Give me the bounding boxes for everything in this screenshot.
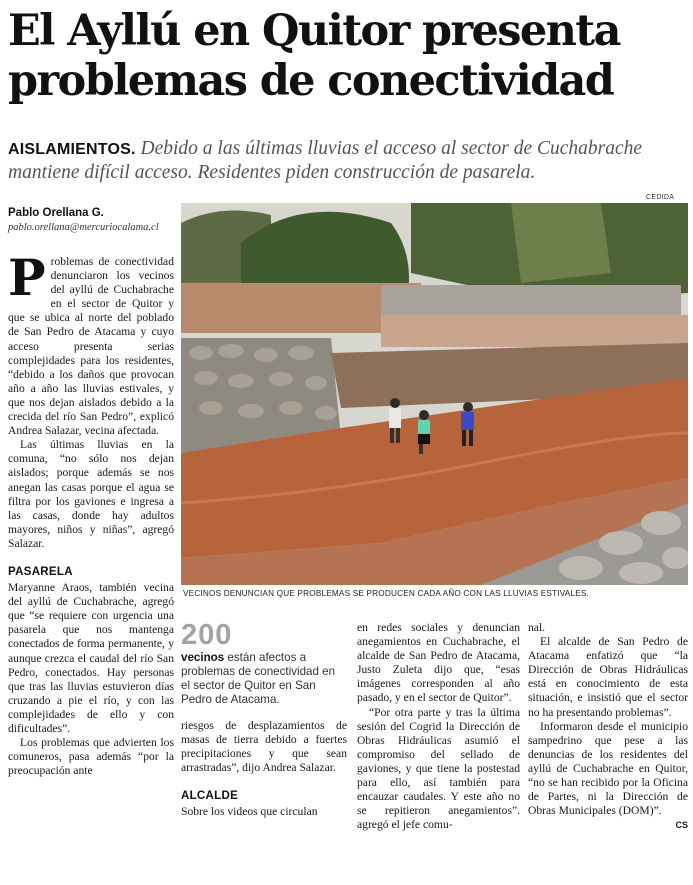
author-email[interactable]: pablo.orellana@mercuriocalama.cl — [8, 222, 159, 233]
column-3 — [357, 621, 520, 832]
paragraph: en redes sociales y denuncian anegamientos en Cuchabrache, el alcalde de San Pedro de Atacama, Justo Zuleta dijo que, “esas imágenes corresponden al año pasado, y en el sector de Quitor”. — [357, 621, 520, 705]
photo-caption: VECINOS DENUNCIAN QUE PROBLEMAS SE PRODUCEN CADA AÑO CON LAS LLUVIAS ESTIVALES. — [183, 589, 590, 598]
pull-quote-text: vecinos están afectos a problemas de conectividad en el sector de Quitor en San Pedro de Atacama. — [181, 651, 336, 706]
deck-text: Debido a las últimas lluvias el acceso al sector de Cuchabrache mantiene difícil acceso. Residentes piden construcción de pasarela. — [8, 138, 643, 183]
paragraph: riesgos de desplazamientos de masas de tierra debido a fuertes precipitaciones y que sean arrastradas”, dijo Andrea Salazar. — [181, 719, 347, 775]
paragraph: Los problemas que advierten los comuneros, pasa además “por la preocupación ante — [8, 736, 174, 778]
headline-line-1: El Ayllú en Quitor presenta — [8, 6, 620, 56]
paragraph: Problemas de conectividad denunciaron los vecinos del ayllú de Cuchabrache en el sector de Quitor y que se ubica al norte del poblado de San Pedro de Atacama y cuyo acceso presenta serias complejidades para los residentes, “debido a los daños que provocan año a año las lluvias estivales, y que nos dejan aislados debido a la crecida del río San Pedro”, explicó Andrea Salazar, vecina afectada. — [8, 248, 174, 438]
deck — [8, 137, 688, 184]
subhead-pasarela: PASARELA — [8, 565, 73, 578]
paragraph: nal. — [528, 621, 546, 634]
paragraph: Informaron desde el municipio sampedrino que pese a las denuncias de los residentes del ayllú de Cuchabrache en Quitor, “no se han recibido por la Oficina de Partes, ni la Dirección de Obras Municipales (DOM)”. — [528, 719, 688, 818]
pull-quote — [181, 620, 347, 707]
subhead-alcalde: ALCALDE — [181, 790, 239, 803]
paragraph: “Por otra parte y tras la última sesión del Cogrid la Dirección de Obras Hidráulicas asumió el compromiso del sellado de gaviones, y que tiene la postestad para ello, así también para encauzar caudales. Y este año no se repitieron anegamientos”. agregó el jefe comu- — [357, 705, 520, 832]
column-1 — [8, 248, 174, 778]
article-photo — [181, 203, 688, 585]
dropcap: P — [8, 248, 46, 307]
headline-line-2: problemas de conectividad — [8, 56, 614, 106]
author-name: Pablo Orellana G. — [8, 207, 104, 219]
paragraph: Maryanne Araos, también vecina del ayllú de Cuchabrache, agregó que “se requiere con urgencia una pasarela que nos mantenga conectados de forma permanente, y aunque crezca el caudal del río San Pedro, conectados. Hay personas que tras las lluvias estuvieron días cruzando a pie el río, y con las complejidades de ello y con dificultades”. — [8, 581, 174, 735]
paragraph: El alcalde de San Pedro de Atacama enfatizó que “la Dirección de Obras Hidráulicas está en conocimiento de esta situación, e insistió que el sector no ha presentando problemas”. — [528, 635, 688, 719]
column-4 — [528, 621, 688, 832]
photo-credit: CEDIDA — [646, 194, 675, 201]
kicker: AISLAMIENTOS. — [8, 141, 136, 158]
pull-quote-number: 200 — [181, 619, 233, 651]
end-mark: CS — [675, 820, 688, 831]
paragraph: Sobre los videos que circulan — [181, 805, 318, 819]
river-crossing-illustration — [181, 203, 688, 585]
column-2 — [181, 719, 347, 820]
headline — [8, 6, 688, 106]
byline — [8, 207, 178, 233]
paragraph: Las últimas lluvias en la comuna, “no sólo nos dejan aislados; porque además se nos anegan las casas porque el agua se filtra por los gaviones e ingresa a las casas, donde hay adultos mayores, niños y niñas”, agregó Salazar. — [8, 438, 174, 550]
